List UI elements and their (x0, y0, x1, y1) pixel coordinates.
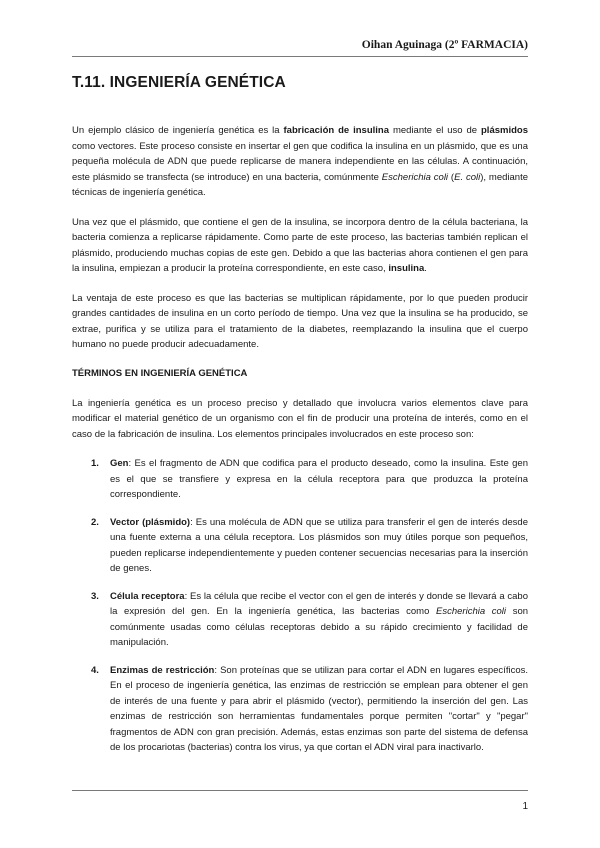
species-abbrev: E. coli (454, 171, 481, 183)
species-name: Escherichia coli (436, 606, 507, 617)
paragraph-bacterial-replication (72, 215, 528, 277)
paragraph-text: como vectores. Este proceso consiste en insertar el gen que codifica la insulina en un plásmido, que es una pequeña molécula de ADN que puede replicarse de manera independiente en las células. A continuación, este plásmido se transfecta (se introduce) en una bacteria, comúnmente (72, 140, 528, 183)
document-header-author: Oihan Aguinaga (2º FARMACIA) (361, 39, 528, 51)
term-definition: : Es el fragmento de ADN que codifica para el producto deseado, como la insulina. Este gen es el que se transfiere y expresa en la célula receptora para que produzca la proteína correspondiente. (110, 458, 528, 500)
paragraph-text: mediante el uso de (389, 125, 481, 136)
page-number: 1 (522, 801, 528, 812)
paragraph-text: Una vez que el plásmido, que contiene el gen de la insulina, se incorpora dentro de la célula bacteriana, la bacteria comienza a replicarse rápidamente. Como parte de este proceso, las bacterias también replican el plásmido, produciendo muchas copias de este gen. Debido a que las bacterias ahora contienen el gen para la insulina, empiezan a producir la proteína correspondiente, en este caso, (72, 216, 528, 274)
list-item-host-cell (72, 589, 528, 651)
species-name: Escherichia coli (381, 171, 449, 183)
list-number: 2. (91, 516, 99, 528)
term-label: Vector (plásmido) (110, 516, 191, 528)
list-item-vector (72, 515, 528, 577)
emphasis-insulin: insulina (388, 263, 425, 274)
term-definition: : Es una molécula de ADN que se utiliza para transferir el gen de interés desde una fuente externa a una célula receptora. Los plásmidos son muy útiles porque son pequeños, pueden replicarse independientemente y pueden contener secuencias necesarias para la inserción de genes. (110, 516, 528, 574)
list-item-gen (72, 456, 528, 503)
term-definition: : Es la célula que recibe el vector con el gen de interés y donde se llevará a cabo la expresión del gen. En la ingeniería genética, las bacterias como (110, 590, 528, 617)
paragraph-text: ), mediante técnicas de ingeniería genética. (72, 171, 529, 198)
list-item-restriction-enzymes (72, 663, 528, 756)
term-definition: son comúnmente usadas como células receptoras debido a su rápido crecimiento y facilidad de manipulación. (110, 606, 529, 648)
paragraph-process-advantage: La ventaja de este proceso es que las bacterias se multiplican rápidamente, por lo que pueden producir grandes cantidades de insulina en un corto período de tiempo. Una vez que la insulina se ha producido, se extrae, purifica y se utiliza para el tratamiento de la diabetes, reemplazando la insulina que el cuerpo humano no puede producir adecuadamente. (72, 292, 528, 350)
term-definition: : Son proteínas que se utilizan para cortar el ADN en lugares específicos. En el proceso de ingeniería genética, las enzimas de restricción se emplean para obtener el gen de interés de una fuente y para abrir el plásmido (vector), permitiendo la inserción del gen. Las enzimas de restricción son herramientas fundamentales porque permiten "cortar" y "pegar" fragmentos de ADN con gran precisión. Además, estas enzimas son parte del sistema de defensa de los procariotas (bacterias) contra los virus, ya que cortan el ADN viral para inactivarlo. (110, 664, 528, 753)
term-label: Gen (110, 458, 129, 469)
section-heading: TÉRMINOS EN INGENIERÍA GENÉTICA (72, 367, 248, 379)
page-title: T.11. INGENIERÍA GENÉTICA (72, 74, 286, 91)
term-label: Enzimas de restricción (110, 664, 215, 676)
document-body (72, 74, 528, 768)
emphasis-plasmids: plásmidos (481, 125, 528, 136)
paragraph-insulin-intro (72, 123, 528, 201)
emphasis-insulin-production: fabricación de insulina (283, 125, 390, 136)
paragraph-text: ( (448, 171, 455, 183)
paragraph-text: Un ejemplo clásico de ingeniería genética es la (72, 125, 284, 136)
list-number: 1. (91, 458, 99, 469)
terms-list (72, 456, 528, 756)
paragraph-terms-intro: La ingeniería genética es un proceso preciso y detallado que involucra varios elementos clave para modificar el material genético de un organismo con el fin de producir una proteína de interés, como en el caso de la fabricación de insulina. Los elementos principales involucrados en este proceso son: (72, 397, 528, 440)
header-divider (72, 56, 528, 57)
footer-divider (72, 790, 528, 791)
term-label: Célula receptora (110, 590, 185, 602)
list-number: 3. (91, 590, 99, 602)
paragraph-text: . (424, 263, 427, 274)
list-number: 4. (91, 664, 99, 676)
